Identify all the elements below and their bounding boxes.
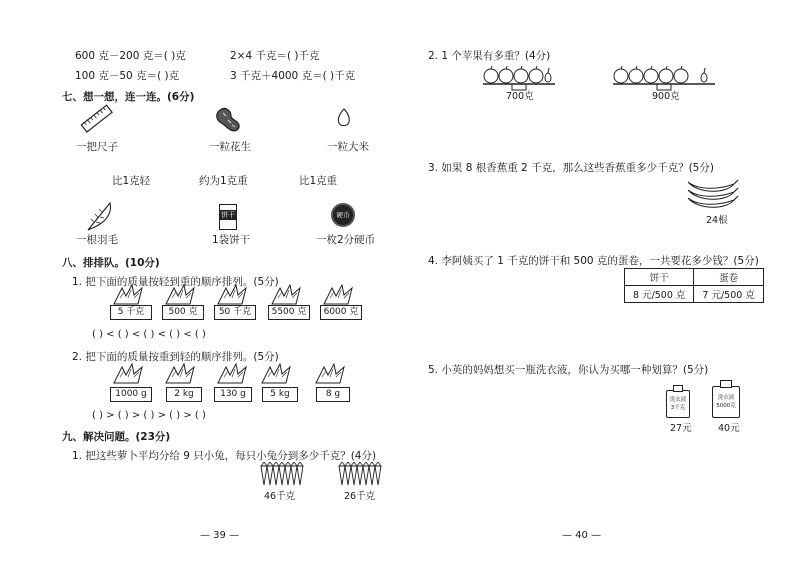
price-table-header: 蛋卷 (694, 269, 763, 286)
q3-text: 3. 如果 8 根香蕉重 2 千克，那么这些香蕉重多少千克？(5分) (428, 162, 714, 174)
ruler-icon (80, 104, 114, 134)
weight-option-2: 约为1克重 (199, 175, 248, 187)
page-number-right: — 40 — (562, 530, 602, 541)
bottle-price-2: 40元 (718, 423, 740, 434)
page-number-left: — 39 — (200, 530, 240, 541)
fill-row-3: 100 克－50 克＝( )克 (75, 70, 180, 82)
carrot-label-1: 46千克 (264, 491, 296, 502)
q4-text: 4. 李阿姨买了 1 千克的饼干和 500 克的蛋卷，一共要花多少钱？(5分) (428, 255, 759, 267)
weight-option-3: 比1克重 (299, 175, 338, 187)
sec8-q1-text: 1. 把下面的质量按轻到重的顺序排列。(5分) (72, 276, 279, 288)
feather-icon (84, 200, 114, 232)
biscuit-bag-text: 饼干 (221, 211, 235, 219)
bird-icon (216, 284, 252, 306)
banana-label: 24根 (706, 215, 728, 226)
weight-tag: 500 克 (162, 305, 204, 320)
fill-row-1: 600 克－200 克＝( )克 (75, 50, 186, 62)
price-table-cell: 8 元/500 克 (625, 286, 694, 303)
weight-option-1: 比1克轻 (112, 175, 151, 187)
price-table-cell: 7 元/500 克 (694, 286, 763, 303)
weight-tag: 130 g (214, 387, 252, 402)
weight-tag: 2 kg (166, 387, 202, 402)
peanut-icon (214, 104, 244, 134)
sec9-q1-text: 1. 把这些萝卜平均分给 9 只小兔，每只小兔分到多少千克？(4分) (72, 450, 377, 462)
bird-icon (164, 284, 200, 306)
section-7-title: 七、想一想，连一连。(6分) (62, 91, 195, 103)
bird-icon (112, 363, 148, 385)
bottle-price-1: 27元 (670, 423, 692, 434)
item-biscuit-label: 1袋饼干 (212, 234, 251, 246)
section-8-title: 八、排排队。(10分) (62, 257, 160, 269)
bottle-label-line: 洗衣液 (669, 397, 687, 403)
bottle-label-line: 5000克 (716, 403, 736, 409)
item-ruler-label: 一把尺子 (76, 141, 118, 153)
weight-tag: 5 千克 (110, 305, 152, 320)
price-table (624, 268, 764, 303)
detergent-bottle-icon (712, 386, 740, 418)
fill-row-2: 2×4 千克＝( )千克 (230, 50, 320, 62)
sec8-q2-answer-row[interactable]: ( ) > ( ) > ( ) > ( ) > ( ) (92, 410, 206, 421)
sec8-q1-answer-row[interactable]: ( ) < ( ) < ( ) < ( ) < ( ) (92, 329, 206, 340)
bottle-label-line: 3千克 (670, 405, 686, 411)
bird-icon (322, 284, 358, 306)
price-table-header: 饼干 (625, 269, 694, 286)
item-coin-label: 一枚2分硬币 (316, 234, 376, 246)
item-peanut-label: 一粒花生 (209, 141, 251, 153)
biscuit-bag-icon (219, 204, 237, 230)
carrot-bunch-icon (336, 462, 382, 486)
sec8-q2-text: 2. 把下面的质量按重到轻的顺序排列。(5分) (72, 351, 279, 363)
bottle-label-line: 洗衣液 (717, 395, 735, 401)
weight-tag: 1000 g (110, 387, 152, 402)
carrot-label-2: 26千克 (344, 491, 376, 502)
weight-tag: 6000 克 (320, 305, 362, 320)
section-9-title: 九、解决问题。(23分) (62, 431, 171, 443)
q5-text: 5. 小英的妈妈想买一瓶洗衣液，你认为买哪一种划算？(5分) (428, 364, 709, 376)
q2-text: 2. 1 个苹果有多重？(4分) (428, 50, 551, 62)
detergent-bottle-icon (666, 390, 690, 418)
banana-bunch-icon (684, 176, 740, 212)
item-feather-label: 一根羽毛 (76, 234, 118, 246)
coin-text: 硬币 (336, 211, 350, 219)
item-rice-label: 一粒大米 (327, 141, 369, 153)
weight-tag: 50 千克 (214, 305, 256, 320)
coin-icon (331, 203, 355, 227)
bird-icon (314, 363, 350, 385)
weight-tag: 8 g (316, 387, 350, 402)
bird-icon (164, 363, 200, 385)
carrot-bunch-icon (258, 462, 304, 486)
rice-grain-icon (336, 108, 352, 128)
scale-label-2: 900克 (652, 91, 680, 102)
weight-tag: 5500 克 (268, 305, 310, 320)
fill-row-4: 3 千克＋4000 克＝( )千克 (230, 70, 356, 82)
bird-icon (216, 363, 252, 385)
bird-icon (260, 363, 296, 385)
scale-label-1: 700克 (506, 91, 534, 102)
bird-icon (270, 284, 306, 306)
weight-tag: 5 kg (262, 387, 298, 402)
bird-icon (112, 284, 148, 306)
